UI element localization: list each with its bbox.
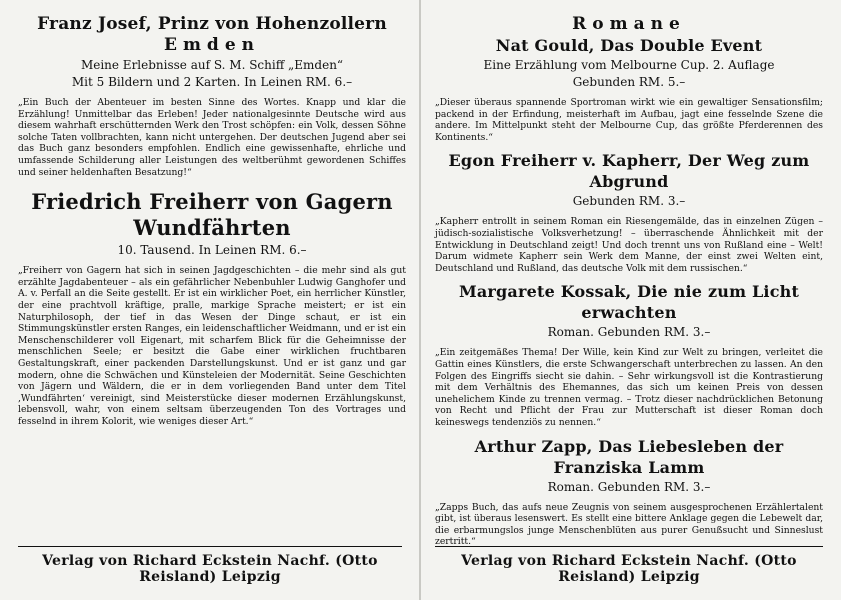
book-price: Roman. Gebunden RM. 3.– xyxy=(547,325,711,340)
book-review: „Freiherr von Gagern hat sich in seinen Jagdgeschichten – die mehr sind als gut erzählte Jagdabenteuer – als ein gefährlicher Nebenbuhler Ludwig Ganghofer und A. v. Perfall an die Seite gestellt. Er ist ein wirklicher Poet, ein herrlicher Künstler, der eine prachtvoll kräftige, pralle, markige Sprache meistert; er ist ein Naturphilosoph, der tief in das Wesen der Dinge schaut, er ist ein Stimmungskünstler ersten Ranges, ein leidenschaftlicher Weidmann, und er ist ein Menschenschilderer voll Eigenart, mit scharfem Blick für die Geheimnisse der menschlichen Seele; er besitzt die Gabe einer wirklichen fruchtbaren Gestaltungskraft, einer packenden Darstellungskunst. Und er ist ganz und gar modern, ohne die Schwächen und Künsteleien der Modernität. Seine Geschichten von Jägern und Wäldern, die er in dem vorliegenden Band unter dem Titel ‚Wundfährten‘ vereinigt, sind Meisterstücke dieser modernen Erzählungskunst, lebensvoll, wahr, von einem seltsam überzeugenden Ton des Vortrages und fesselnd in ihrem Kolorit, wie weniges dieser Art.“ xyxy=(18,265,406,427)
book-title: Margarete Kossak, Die nie zum Licht erwachten xyxy=(458,282,800,323)
publisher-footer xyxy=(421,546,841,585)
author-heading: Friedrich Freiherr von Gagern xyxy=(31,189,393,215)
book-price: Roman. Gebunden RM. 3.– xyxy=(547,479,711,494)
book-title: Nat Gould, Das Double Event xyxy=(495,36,763,55)
book-subtitle: Meine Erlebnisse auf S. M. Schiff „Emden“ xyxy=(80,58,344,72)
book-entry-nie-zum-licht xyxy=(435,281,823,428)
book-review: „Ein Buch der Abenteuer im besten Sinne des Wortes. Knapp und klar die Erzählung! Unmittelbar das Erleben! Jeder nationalgesinnte Deutsche wird aus diesem wahrhaft erschütternden Werk den Trost schöpfen: ein Volk, dessen Söhne solche Taten vollbrachten, kann nicht untergehen. Der deutschen Jugend aber sei das Buch ganz besonders empfohlen. Endlich eine gewissenhafte, ehrliche und umfassende Schilderung aller Leistungen des weltberühmt gewordenen Schiffes und seiner heldenhaften Besatzung!“ xyxy=(18,97,406,178)
book-title: Arthur Zapp, Das Liebesleben der Franziska Lamm xyxy=(474,436,784,477)
book-entry-franziska-lamm xyxy=(435,436,823,548)
divider xyxy=(435,546,823,547)
book-title: Egon Freiherr v. Kapherr, Der Weg zum Abgrund xyxy=(448,151,810,192)
book-entry-emden xyxy=(18,14,406,178)
book-title: Wundfährten xyxy=(133,215,291,241)
publisher-footer xyxy=(0,546,420,585)
book-review: „Ein zeitgemäßes Thema! Der Wille, kein Kind zur Welt zu bringen, verleitet die Gattin eines Künstlers, die erste Schwangerschaft unterbrechen zu lassen. An den Folgen des Eingriffs siecht sie dahin. – Sehr wirkungsvoll ist die Kontrastierung mit dem Verhältnis des Ehemannes, das sich um keinen Preis von dessen unehelichem Kinde zu trennen vermag. – Trotz dieser nachdrücklichen Betonung von Recht und Pflicht der Frau zur Mutterschaft ist dieser Roman doch keineswegs tendenziös zu nennen.“ xyxy=(435,347,823,428)
publisher-name: Verlag von Richard Eckstein Nachf. (Otto Reisland) Leipzig xyxy=(461,553,797,585)
book-entry-double-event xyxy=(435,35,823,143)
book-subtitle: Eine Erzählung vom Melbourne Cup. 2. Auflage xyxy=(483,58,775,72)
book-price: Gebunden RM. 3.– xyxy=(572,194,686,209)
book-entry-wundfaehrten xyxy=(18,189,406,427)
book-review: „Dieser überaus spannende Sportroman wirkt wie ein gewaltiger Sensationsfilm; packend in der Erfindung, meisterhaft im Aufbau, jagt eine fesselnde Szene die andere. Im Mittelpunkt steht der Melbourne Cup, das größte Pferderennen des Kontinents.“ xyxy=(435,97,823,143)
book-title: Emden xyxy=(163,35,260,55)
book-entry-weg-zum-abgrund xyxy=(435,150,823,274)
book-price: Gebunden RM. 5.– xyxy=(572,75,686,89)
author-heading: Franz Josef, Prinz von Hohenzollern xyxy=(37,14,387,34)
book-price: Mit 5 Bildern und 2 Karten. In Leinen RM. 6.– xyxy=(71,75,353,89)
right-page xyxy=(421,0,841,600)
book-review: „Zapps Buch, das aufs neue Zeugnis von seinem ausgesprochenen Erzählertalent gibt, ist überaus lesenswert. Es stellt eine bittere Anklage gegen die Lebewelt dar, die erbarmungslos junge Menschenblüten aus purer Genußsucht und Sinneslust zertritt.“ xyxy=(435,501,823,548)
left-page xyxy=(0,0,420,600)
book-price: 10. Tausend. In Leinen RM. 6.– xyxy=(117,243,307,258)
book-review: „Kapherr entrollt in seinem Roman ein Riesengemälde, das in einzelnen Zügen – jüdisch-sozialistische Volksverhetzung! – überraschende Ähnlichkeit mit der Entwicklung in Deutschland zeigt! Und doch trennt uns von Rußland eine – Welt! Darum widmete Kapherr sein Werk dem Manne, der einst zwei Welten eint, Deutschland und Rußland, das deutsche Volk mit dem russischen.“ xyxy=(435,216,823,274)
publisher-name: Verlag von Richard Eckstein Nachf. (Otto Reisland) Leipzig xyxy=(42,553,378,585)
divider xyxy=(18,546,402,547)
section-heading: Romane xyxy=(572,14,686,34)
